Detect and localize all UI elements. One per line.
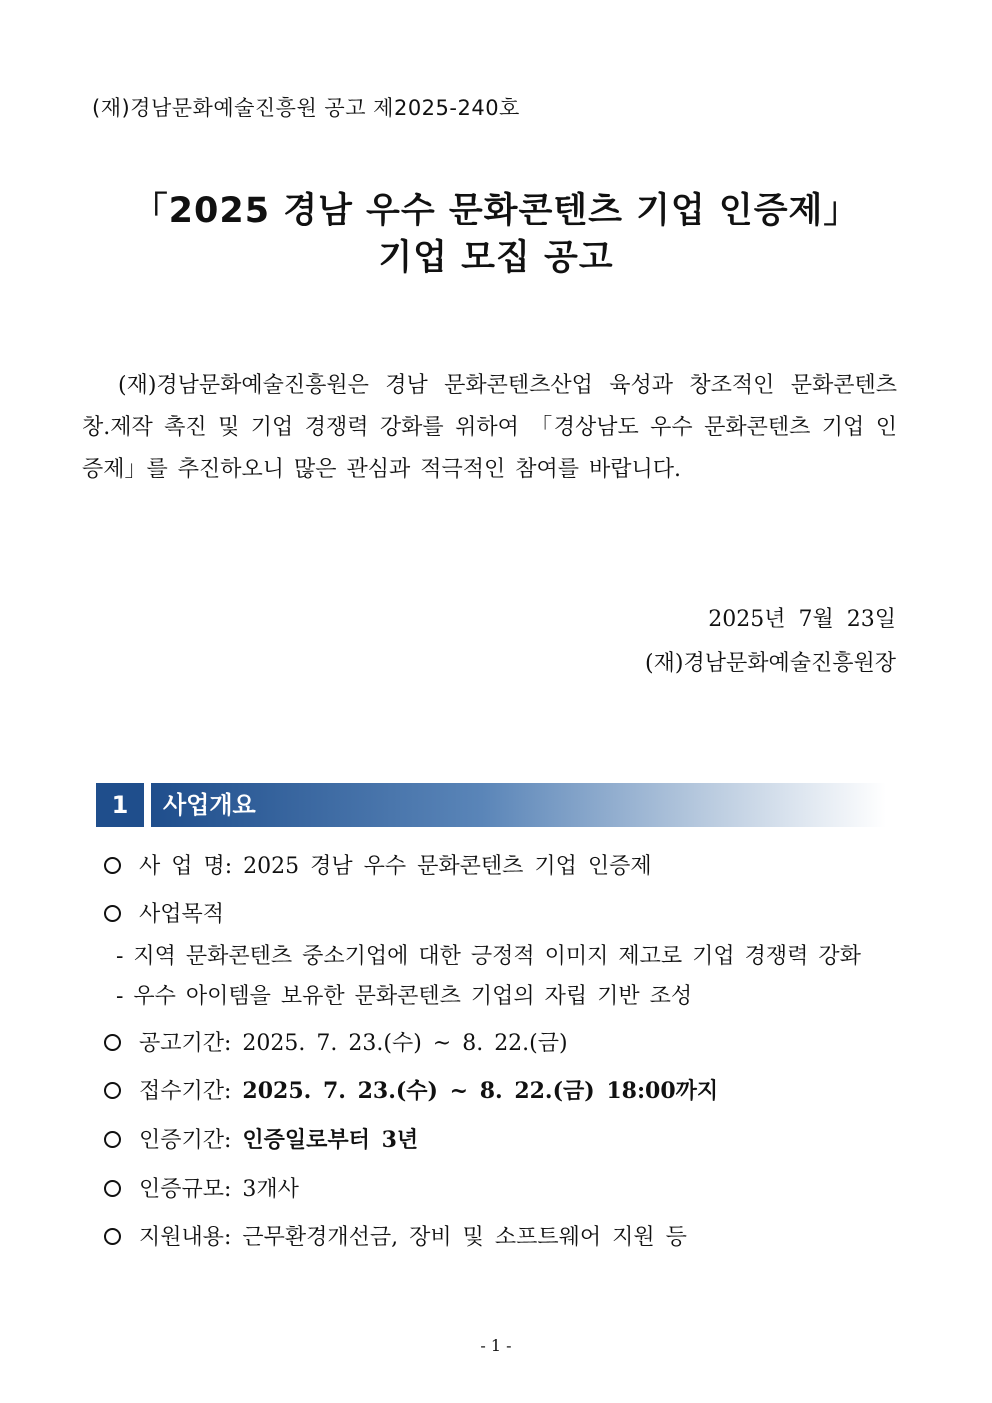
document-title-line2: 기업 모집 공고 <box>378 238 614 278</box>
item-value: 2025 경남 우수 문화콘텐츠 기업 인증제 <box>243 854 652 879</box>
item-business-name <box>104 849 652 880</box>
item-receipt-period <box>104 1074 718 1105</box>
item-support <box>104 1220 687 1251</box>
item-label: 인증기간: <box>139 1128 232 1153</box>
item-value: 인증일로부터 3년 <box>242 1127 419 1153</box>
section-title-bar <box>151 783 886 827</box>
issuer: (재)경남문화예술진흥원장 <box>645 651 896 676</box>
circle-bullet-icon <box>104 857 121 874</box>
item-cert-scale <box>104 1172 299 1203</box>
page-number: - 1 - <box>480 1336 512 1355</box>
circle-bullet-icon <box>104 1180 121 1197</box>
item-label: 접수기간: <box>139 1079 232 1104</box>
section-title: 사업개요 <box>163 791 256 819</box>
item-value: 3개사 <box>242 1177 299 1202</box>
item-business-purpose <box>104 897 224 928</box>
circle-bullet-icon <box>104 1131 121 1148</box>
circle-bullet-icon <box>104 1034 121 1051</box>
item-value: 2025. 7. 23.(수) ~ 8. 22.(금) <box>242 1031 568 1056</box>
item-value: 근무환경개선금, 장비 및 소프트웨어 지원 등 <box>242 1225 687 1250</box>
circle-bullet-icon <box>104 1082 121 1099</box>
item-notice-period <box>104 1026 568 1057</box>
intro-paragraph: (재)경남문화예술진흥원은 경남 문화콘텐츠산업 육성과 창조적인 문화콘텐츠 창.제작 촉진 및 기업 경쟁력 강화를 위하여 「경상남도 우수 문화콘텐츠 기업 인증제」를 추진하오니 많은 관심과 적극적인 참여를 바랍니다. <box>82 373 897 482</box>
item-value: 2025. 7. 23.(수) ~ 8. 22.(금) 18:00까지 <box>242 1078 719 1104</box>
circle-bullet-icon <box>104 905 121 922</box>
announcement-number: (재)경남문화예술진흥원 공고 제2025-240호 <box>92 96 520 120</box>
purpose-sub-item: - 지역 문화콘텐츠 중소기업에 대한 긍정적 이미지 제고로 기업 경쟁력 강화 <box>116 944 861 969</box>
section-number: 1 <box>96 783 144 827</box>
announcement-date: 2025년 7월 23일 <box>708 607 896 632</box>
item-label: 공고기간: <box>139 1031 232 1056</box>
document-title-line1: 「2025 경남 우수 문화콘텐츠 기업 인증제」 <box>132 191 860 231</box>
circle-bullet-icon <box>104 1228 121 1245</box>
section-header <box>96 783 886 827</box>
item-label: 사업목적 <box>139 902 225 927</box>
purpose-sub-item: - 우수 아이템을 보유한 문화콘텐츠 기업의 자립 기반 조성 <box>116 984 693 1009</box>
item-label: 인증규모: <box>139 1177 232 1202</box>
item-cert-period <box>104 1123 418 1154</box>
item-label: 지원내용: <box>139 1225 232 1250</box>
item-label: 사 업 명: <box>139 854 233 879</box>
